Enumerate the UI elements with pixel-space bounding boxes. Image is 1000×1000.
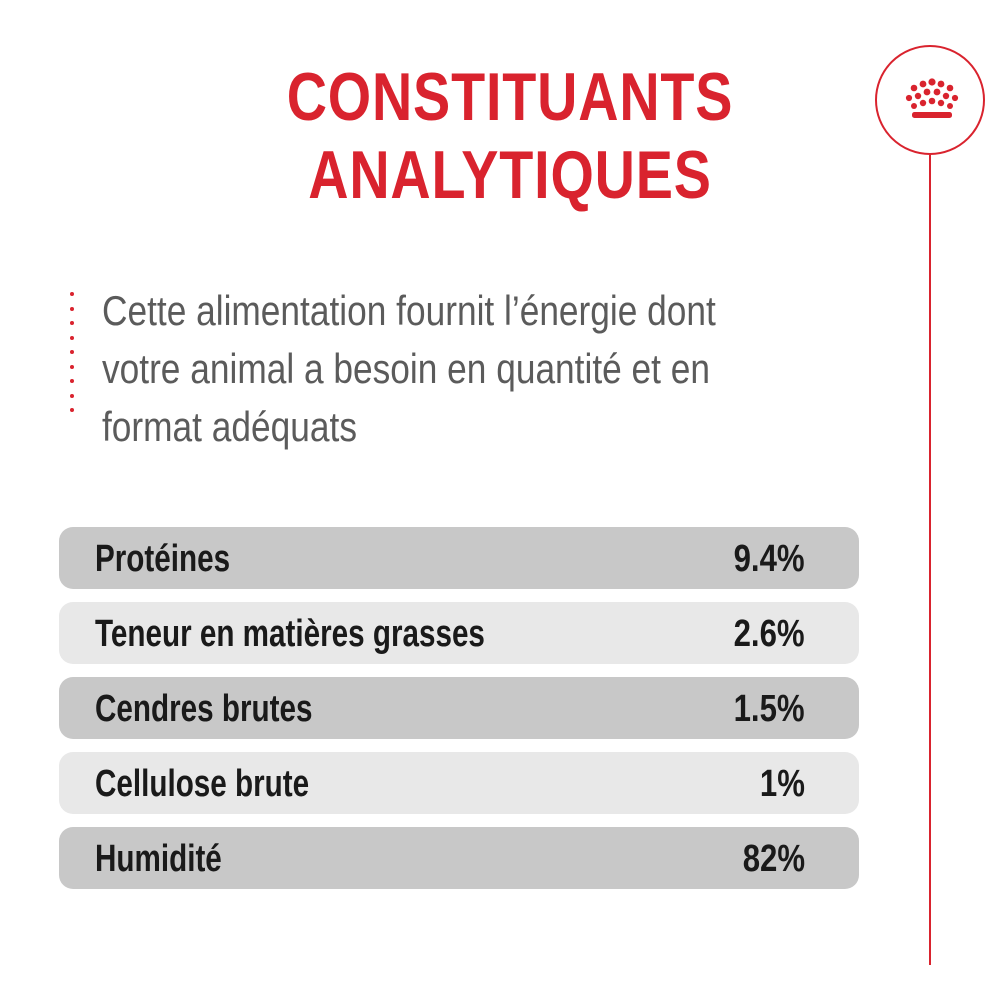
row-label: Humidité	[95, 838, 222, 880]
row-value: 1%	[759, 763, 805, 805]
dotted-divider	[69, 292, 75, 412]
row-value: 82%	[742, 838, 805, 880]
row-label: Cendres brutes	[95, 688, 313, 730]
table-row	[59, 677, 859, 739]
title-line-2: ANALYTIQUES	[308, 137, 712, 213]
decorative-vertical-line	[929, 155, 931, 965]
intro-paragraph: Cette alimentation fournit l’énergie dont votre animal a besoin en quantité et en format adéquats	[102, 287, 716, 450]
table-row	[59, 752, 859, 814]
table-row	[59, 527, 859, 589]
row-value: 2.6%	[733, 613, 805, 655]
crown-icon	[902, 77, 962, 123]
row-value: 9.4%	[733, 538, 805, 580]
analysis-table	[59, 527, 859, 902]
row-label: Cellulose brute	[95, 763, 310, 805]
brand-logo	[875, 45, 985, 155]
title-line-1: CONSTITUANTS	[286, 59, 734, 135]
table-row	[59, 827, 859, 889]
row-label: Teneur en matières grasses	[95, 613, 485, 655]
page-title	[256, 58, 764, 214]
table-row	[59, 602, 859, 664]
row-label: Protéines	[95, 538, 231, 580]
row-value: 1.5%	[733, 688, 805, 730]
